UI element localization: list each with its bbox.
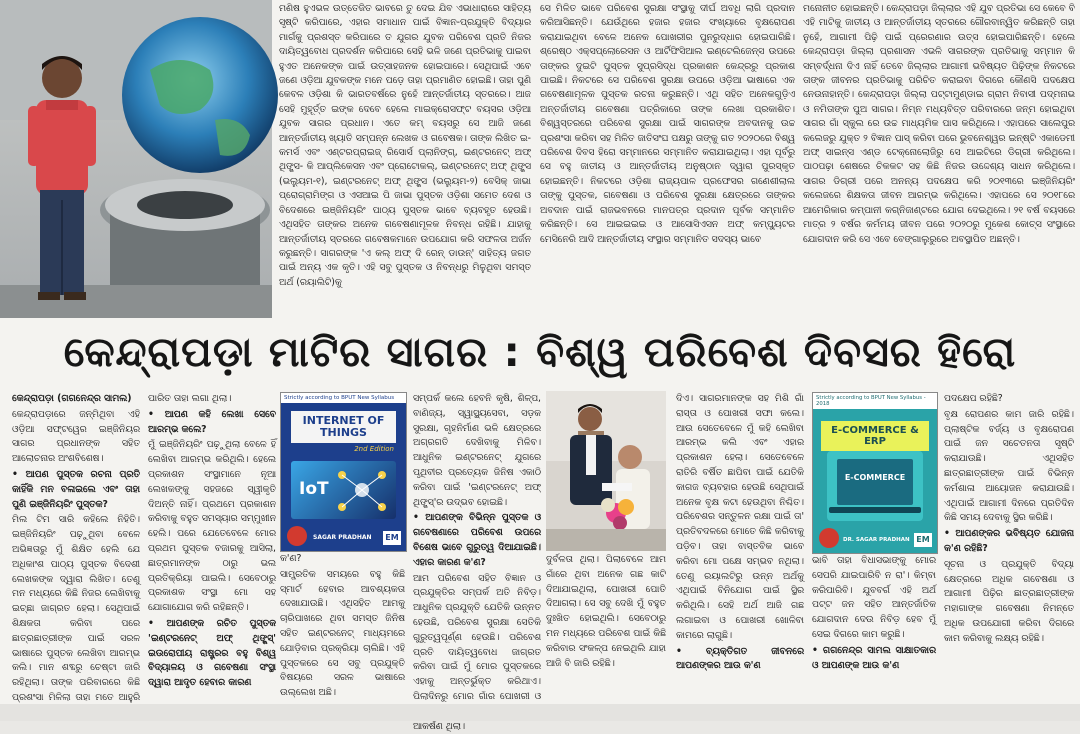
book-title: INTERNET OF THINGS bbox=[291, 411, 396, 443]
paragraph: ବୃକ୍ଷ ରୋପଣର କାମ ଜାରି ରହିଛି। ପ୍ଲାଷ୍ଟିକ ବର୍ଜ୍ୟ ଓ ବୃକ୍ଷରୋପଣ ପାଇଁ ଜନ ସଚେତନତା ସୃଷ୍ଟି କରାଯାଉଛି। ଏଥିସହିତ ଛାତ୍ରଛାତ୍ରୀଙ୍କ ପାଇଁ ବିଭିନ୍ନ କର୍ମଶାଳା ଆୟୋଜନ କରାଯାଉଛି। ଏଥିପାଇଁ ଆଗାମୀ ଦିନରେ ପ୍ରତିଦିନ କିଛି ସମୟ ଦେବାକୁ ସ୍ଥିର କରିଛି। bbox=[944, 408, 1074, 524]
paragraph: ପଦକ୍ଷେପ ରହିଛି? bbox=[944, 393, 1003, 404]
byline: କେନ୍ଦ୍ରାପଡ଼ା (ଗଗନେନ୍ଦ୍ର ସାମଲ) bbox=[12, 393, 132, 404]
illustration-caption: E-COMMERCE bbox=[844, 473, 906, 482]
book-cover-internet-of-things bbox=[280, 392, 407, 552]
award-photo bbox=[546, 391, 666, 551]
paragraph: ମୁଁ ଇଞ୍ଜିନିୟରିଂ ପଢ଼ୁଥିଲା ବେଳେ ହିଁ ଲେଖିବା ଆରମ୍ଭ କରିଥିଲି। ହେଲେ ପ୍ରକାଶନ ସଂସ୍ଥାମାନେ ନୂଆ ଲେଖକଙ୍କୁ ସହଜରେ ସ୍ୱୀକୃତି ଦିଅନ୍ତି ନାହିଁ। ପ୍ରଥମେ ପ୍ରକାଶନ କରିବାକୁ ବହୁତ ସମସ୍ୟାର ସମ୍ମୁଖୀନ ହେଲି। ପରେ ଯେତେବେଳେ ମୋର ପ୍ରଥମ ପୁସ୍ତକ ବଜାରକୁ ଆସିଲା, ଛାତ୍ରମାନଙ୍କ ଠାରୁ ଭଲ ପ୍ରତିକ୍ରିୟା ପାଇଲି। ସେବେଠାରୁ ପ୍ରକାଶକ ସଂସ୍ଥା ମୋ ସହ ଯୋଗାଯୋଗ କରି ରହିଛନ୍ତି। bbox=[148, 439, 276, 614]
article-column-5 bbox=[546, 553, 666, 704]
publisher-seal-icon bbox=[287, 526, 307, 546]
paragraph: କ'ଣ? bbox=[280, 553, 302, 564]
paragraph: ପାରିତ ତାହା ଲଗା ଥିଲା। bbox=[148, 393, 232, 404]
article-column-2 bbox=[148, 392, 276, 704]
book-publisher-note: Strictly according to BPUT New Syllabus bbox=[281, 393, 406, 403]
top-column-1 bbox=[279, 2, 531, 316]
laptop-icon bbox=[837, 459, 913, 505]
publisher-logo: EM bbox=[383, 531, 401, 545]
top-column-text: ମଣିଷ ହୁଏଭଳ ଉତ୍ତେଜିତ ଭାବରେ ତୁ ଦେଇ ଯିବ ଏଭାଧାରାରେ ସାହିତ୍ୟ ସୃଷ୍ଟି କରିପାରେ, ଏହାର ସମାଧାନ ପାଇଁ ବିଜ୍ଞାନ-ପ୍ରଯୁକ୍ତି ବିଦ୍ୟାର ମାର୍ଗକୁ ପ୍ରଶସ୍ତ କରିପାରେ ତ ଯୁଗର ଯୁବକ ପରିବେଶ ପ୍ରତି ନିଜର ଦାୟିତ୍ୱବୋଧ ପ୍ରଦର୍ଶନ କରିପାରେ ସେହି ଭଳି ଜଣେ ପ୍ରତିଭାକୁ ପାଇବା ହୁଏତ ଅନେକଙ୍କ ପାଇଁ ଉତ୍ସାହଜନକ ହୋଇପାରେ। ସେଥିପାଇଁ ଏବେ ଜଣେ ଓଡ଼ିଆ ଯୁବକଙ୍କ ମନେ ପଡ଼େ ତାହା ପ୍ରମାଣିତ ହୋଇଛି। ତାହା ପୁଣି କେବଳ ଓଡ଼ିଶା କି ଭାରତବର୍ଷରେ ନୁହେଁ ଆନ୍ତର୍ଜାତୀୟ ସ୍ତରରେ। ଆଜ ସେହି ମୁହୂର୍ତ୍ତ ଇଙ୍କ ଦେବେ ହେଲେ ମାଇକ୍ରୋସଫ୍ଟ ବୟସର ଓଡ଼ିଆ ଯୁବକ ସାଗର ପ୍ରଧାନ। ଏତେ କମ୍ ବୟସରୁ ସେ ଆଜି ଜଣେ ଆନ୍ତର୍ଜାତୀୟ ଖ୍ୟାତି ସମ୍ପନ୍ନ ଲେଖକ ଓ ଗବେଷକ। ତାଙ୍କ ଲିଖିତ ଇ-କମର୍ସ ଏବଂ ଏଣ୍ଟରପ୍ରାଇଜ୍ ରିସୋର୍ସ ପ୍ଲାନିଙ୍ଗ୍, ଇଣ୍ଟରନେଟ୍ ଅଫ୍ ଥିଙ୍ଗ୍ସ- କି ଆପ୍ଲିକେସନ ଏବଂ ପ୍ରୋଟୋକଲ୍, ଇଣ୍ଟରନେଟ୍ ଅଫ୍ ଥିଙ୍ଗ୍ସ (ଭଲ୍ୟୁମ-୧), ଇଣ୍ଟରନେଟ୍ ଅଫ୍ ଥିଙ୍ଗ୍ସ (ଭଲ୍ୟୁମ-୨) ବେସିକ୍ ଜାଭା ପ୍ରୋଗ୍ରାମିଙ୍ଗ ଓ ଏସଆଇ ପି ଜାଭା ପୁସ୍ତକ ଓଡ଼ିଶା ସମେତ ଦେଶ ଓ ବିଦେଶରେ ଇଞ୍ଜିନିୟରିଂ ପାଠ୍ୟ ପୁସ୍ତକ ଭାବେ ବ୍ୟବହୃତ ହେଉଛି। ଏଥିସହିତ ତାଙ୍କର ଅନେକ ଗବେଷଣାମୂଳକ ନିବନ୍ଧ ରହିଛି। ଯାହାକୁ ଆନ୍ତର୍ଜାତୀୟ ସ୍ତରରେ ଗବେଷକମାନେ ଉପଯୋଗ କରି ସଫଳତା ଅର୍ଜନ କରୁଛନ୍ତି। ସାଗରଙ୍କ 'ଏ କଲ୍ ଅଫ୍ ଦି ରେନ୍ ଡାଉନ୍' ସାହିତ୍ୟ ଜଗତ ପାଇଁ ଅନ୍ୟ ଏକ କୃତି। ଏହି ସବୁ ପୁସ୍ତକ ଓ ନିବନ୍ଧରୁ ମିଳୁଥିବା ସମସ୍ତ ଅର୍ଥ (ରୟାଲିଟି)କୁ bbox=[279, 3, 531, 288]
book-title: E-COMMERCE & ERP bbox=[821, 421, 929, 451]
article-column-3 bbox=[280, 552, 405, 704]
paragraph: ଦିଏ। ସାଗରମାନଙ୍କ ସହ ମିଶି ଗାଁ ରାସ୍ତା ଓ ପୋଖରୀ ସଫା କଲେ। ଆଉ ସେତେବେଳେ ମୁଁ କହି ଲେଖିବା ଆରମ୍ଭ କଲି ଏବଂ ଏହାର ପ୍ରକାଶନ ହେଲା। ସେତେବେଳେ ରାତିରି ବର୍ଷିତ ଛାପିବା ପାଇଁ ଯେତିକି କାଗଜ ବ୍ୟବହାର ହେଉଛି ସେଥିପାଇଁ ଅନେକ ବୃକ୍ଷ କଟା ହେଉଥିବା ନିଶ୍ଚିତ। ପରିବେଶର ସନ୍ତୁଳନ ରକ୍ଷା ପାଇଁ ତା' ପ୍ରତିବଦଳରେ ମୋତେ କିଛି କରିବାକୁ ପଡ଼ିବ। ତାହା ବାସ୍ତବିକ ଭାବେ କରିବା ମୋ ପକ୍ଷେ ସମ୍ଭବ ନଥିଲା। ତେଣୁ ରୟାଲଟିରୁ ଉନ୍ନ ଅର୍ଥକୁ ଏଥିପାଇଁ ବିନିଯୋଗ ପାଇଁ ସ୍ଥିର କରିଥିଲି। ସେହି ଅର୍ଥ ଆଜି ଗଛ ଲଗାଇବା ଓ ପୋଖରୀ ଖୋଳିବା କାମରେ ଲାଗୁଛି। bbox=[676, 393, 804, 641]
question: • ଗଗନେନ୍ଦ୍ର ସାମଲ ସାକ୍ଷାତକାର ଓ ଆପଣଙ୍କ ଆଉ କ'ଣ bbox=[812, 644, 936, 671]
top-column-2 bbox=[540, 2, 795, 316]
question: • ଆପଣ କହି ଲେଖା ସେବେ ଆରମ୍ଭ କଲେ? bbox=[148, 408, 276, 435]
publisher-logo: EM bbox=[914, 533, 932, 547]
book-author: SAGAR PRADHAN bbox=[313, 534, 372, 541]
award-photo-art bbox=[546, 391, 666, 551]
portrait-photo-art bbox=[0, 0, 272, 318]
paragraph: ଭାବି ତାହା ବିଧାସଭାଙ୍କୁ ମୋର ସେପରି ଯାଇପାରିବି ନ ରା'। କିମ୍ବା କରିପାରିବି। ଯୁବବର୍ଗ ଏହି ଅର୍ଥ ପଟ୍ଟ ଜନ ସହିତ ଆନ୍ତର୍ଜାତିକ ଯୋଗଦାନ ଦେଉ ନିବିଡ଼ ହେବ ମୁଁ ସେଇ ଦିଗରେ କାମ କରୁଛି। bbox=[812, 555, 936, 640]
network-icon bbox=[332, 465, 392, 515]
question: • ଆପଣ ପୁସ୍ତକ ରଚନା ପ୍ରତି କାହିଁକି ମନ ବଳାଇଲେ ଏବଂ ତାହା ପୁଣି ଇଞ୍ଜିନିୟରିଂ ପୁସ୍ତକ? bbox=[12, 468, 140, 510]
top-column-3 bbox=[803, 2, 1075, 316]
article-column-6 bbox=[676, 392, 804, 704]
paragraph: ସାମ୍ପ୍ରତିକ ସମୟରେ ବହୁ କିଛି ସ୍ମାର୍ଟ ହେବାର ଆବଶ୍ୟକତା ଦେଖାଯାଉଛି। ଏଥିସହିତ ଆମକୁ ଚାରିପାଖରେ ଥିବା ସମସ୍ତ ଜିନିଷ ସହିତ ଇଣ୍ଟରନେଟ୍ ମାଧ୍ୟମରେ ଯୋଡ଼ିବାର ପ୍ରକ୍ରିୟା ଚାଲିଛି। ଏହି ପୁସ୍ତକରେ ସେ ସବୁ ପ୍ରଯୁକ୍ତି ବିଷୟରେ ସରଳ ଭାଷାରେ ଉଲ୍ଲେଖ ଅଛି। bbox=[280, 568, 405, 699]
laptop-base bbox=[829, 507, 921, 513]
question: • ଆପଣଙ୍କ ବିଭିନ୍ନ ପୁସ୍ତକ ଓ ଗବେଷଣାରେ ପରିବେଶ ଉପରେ ବିଶେଷ ଭାବେ ଗୁରୁତ୍ୱ ଦିଆଯାଇଛି। ଏହାର କାରଣ କ'ଣ? bbox=[413, 512, 541, 568]
headline-banner bbox=[0, 318, 1080, 386]
page-bottom-margin bbox=[0, 704, 1080, 721]
article-column-4 bbox=[413, 392, 541, 732]
ecommerce-illustration bbox=[827, 451, 923, 521]
question: • ଆପଣଙ୍କର ଭବିଷ୍ୟତ ଯୋଜନା କ'ଣ ରହିଛି? bbox=[944, 528, 1074, 554]
question: • ଆପଣଙ୍କ ରଚିତ ପୁସ୍ତକ 'ଇଣ୍ଟରନେଟ୍ ଅଫ୍ ଥିଙ୍ଗ୍ସ୍' ଇଉରୋପୀୟ ରାଷ୍ଟ୍ରର ବହୁ ବିଶ୍ୱ ବିଦ୍ୟାଳୟ ଓ ଗବେଷଣା ସଂସ୍ଥା ଦ୍ୱାରା ଆଦୃତ ହେବାର କାରଣ bbox=[148, 617, 276, 689]
paragraph: ମିଲ ଟିମ ସାରି କହିଲେ ନିହିତି। ଇଞ୍ଜିନିୟରିଂ ପଢ଼ୁଥିବା ବେଳେ ଅଭିଜ୍ଞତାରୁ ମୁଁ ଶିକ୍ଷିତ ହେଲି ଯେ ଅଧିକାଂଶ ପାଠ୍ୟ ପୁସ୍ତକ ବିଦେଶୀ ଲେଖକଙ୍କ ଦ୍ୱାରା ଲିଖିତ। ତେଣୁ ମନ ମଧ୍ୟରେ କିଛି ନିଜର ଲେଖିବାକୁ ଇଚ୍ଛା ଜାଗ୍ରତ ହେଲା। ସେଥିପାଇଁ ଶିକ୍ଷକତା କରିବା ପରେ ଛାତ୍ରଛାତ୍ରୀଙ୍କ ପାଇଁ ସରଳ ଭାଷାରେ ପୁସ୍ତକ ଲେଖିବା ଆରମ୍ଭ କଲି। ମାନ ଶବ୍ଦରୁ ଚେଷ୍ଟା ଜାରି ରହିଥିଲା। ତାଙ୍କ ପରିବାରରେ କିଛି ପ୍ରଶଂସା ମିଳିଲା ତାହା ମତେ ଆହୁରି bbox=[12, 514, 140, 703]
book-publisher-note: Strictly according to BPUT New Syllabus - 2018 bbox=[813, 393, 937, 409]
article-column-7 bbox=[812, 554, 936, 704]
paragraph: ସୂଚନା ଓ ପ୍ରଯୁକ୍ତି ବିଦ୍ୟା କ୍ଷେତ୍ରରେ ଅଧିକ ଗବେଷଣା ଓ ଆଗାମୀ ପିଢ଼ିର ଛାତ୍ରଛାତ୍ରୀଙ୍କ ମହାଗାଙ୍କ ଗବେଷଣା ନିମନ୍ତେ ଅଧିକ ଉପଯୋଗୀ କରିବା ଦିଗରେ କାମ କରିବାକୁ ଲକ୍ଷ୍ୟ ରହିଛି। bbox=[944, 558, 1074, 644]
top-column-text: ମନୋନୀତ ହୋଇଛନ୍ତି। କେନ୍ଦ୍ରାପଡ଼ା ଜିଲ୍ଲାର ଏହି ଯୁବ ପ୍ରତିଭା ସେ କେବେ ବି ଏହି ମାଟିକୁ ଜାତୀୟ ଓ ଆନ୍ତର୍ଜାତୀୟ ସ୍ତରରେ ଗୌରବାନ୍ୱିତ କରିଛନ୍ତି ତାହା ନୁହେଁ, ଆଗାମୀ ପିଢ଼ି ପାଇଁ ପ୍ରେରଣାର ଉତ୍ସ ହୋଇପାରିଛନ୍ତି। ହେଲେ କେନ୍ଦ୍ରାପଡ଼ା ଜିଲ୍ଲା ପ୍ରଶାସନ ଏଭଳି ସାଗରଙ୍କ ପ୍ରତିଭାକୁ ସମ୍ମାନ କି ସମ୍ବର୍ଦ୍ଧନା ଦିଏ ନାହିଁ ତେବେ ଜିଲ୍ଲାର ଆଗାମୀ ଭବିଷ୍ୟତ ପିଢ଼ିଙ୍କ ନିକଟରେ ତାଙ୍କ ଜୀବନର ପ୍ରତିଭାକୁ ପରିଚିତ କରାଇବା ଦିଗରେ କୌଣସି ପଦକ୍ଷେପ ନେଉନାହାନ୍ତି। କେନ୍ଦ୍ରାପଡ଼ା ଜିଲ୍ଲା ପଟ୍ଟାମୁଣ୍ଡାଇ ଗ୍ରାମ ନିବାସୀ ପଦ୍ମନାଭ ଓ ନମିତାଙ୍କ ପୁଅ ସାଗର। ନିମ୍ନ ମଧ୍ୟବିତ୍ତ ପରିବାରରେ ଜନ୍ମ ହୋଇଥିବା ସାଗର ଗାଁ ସ୍କୁଲ ରେ ଉଚ୍ଚ ମାଧ୍ୟମିକ ପାସ କରିଥିଲେ। ଏହାପରେ ସାଲେପୁର କଲେଜରୁ ଯୁକ୍ତ ୨ ବିଜ୍ଞାନ ପାସ୍ କରିବା ପରେ ଭୁବନେଶ୍ୱର ଇନ୍ଷ୍ଟି ଏକାଡେମୀ ଅଫ୍ ସାଇନ୍ସ ଏଣ୍ଡ ଟେକ୍ନୋଲୋଜିରୁ ସେ ଆଇଟିରେ ଡିଗ୍ରୀ କରିଥିଲେ। ପାଠପଢ଼ା ଶେଷରେ ଚିକକଟ ସହ କିଛି ନିଜର ଉଦ୍ଦେଶ୍ୟ ସାଧନ କରିଥିଲେ। ସାଗର ଡିଗ୍ରୀ ପରେ ଅନନ୍ୟ ପଦକ୍ଷେପ କରି ୨୦୧୩ରେ ଇଞ୍ଜିନିୟରିଂ କଲେଜରେ ଶିକ୍ଷକତା ଜୀବନ ଆରମ୍ଭ କରିଥିଲେ। ଏହାପରେ ସେ ୨୦୧୮ରେ ଆମେରିକାର କମ୍ପାନୀ କଗ୍ନିଜାଣ୍ଟରେ ଯୋଗ ଦେଇଥିଲେ। ୨୧ ବର୍ଷ ବୟସରେ ମାତ୍ର ୨ ବର୍ଷର କର୍ମମୟ ଜୀବନ ପରେ ୨୦୨୦ରୁ ମୁକେଶ କୋଚ୍ସ ସଂସ୍ଥାରେ ଯୋଗଦାନ କରି ସେ ଏବେ ବେଙ୍ଗାଲୁରୁରେ ଅବସ୍ଥାପିତ ଅଛନ୍ତି। bbox=[803, 3, 1075, 245]
portrait-photo-globe bbox=[0, 0, 272, 318]
iot-badge: IoT bbox=[299, 479, 329, 499]
question: • ବ୍ୟକ୍ତିଗତ ଜୀବନରେ ଆପଣଙ୍କର ଆଉ କ'ଣ bbox=[676, 645, 804, 672]
top-column-text: ସେ ମିଳିତ ଭାବେ ପରିବେଶ ସୁରକ୍ଷା ସଂସ୍ଥାକୁ ଦୀର୍ଘ ଅବଧି ଲାଗି ପ୍ରଦାନ କରିଆସିଛନ୍ତି। ଯେଉଁଥିରେ ହଜାର ହଜାର ସଂଖ୍ୟାରେ ବୃକ୍ଷରୋପଣ କରାଯାଇଥିବା ବେଳେ ଅନେକ ପୋଖରୀର ପୁନରୁଦ୍ଧାର ହୋଇପାରିଛି। ଶ୍ରେଷ୍ଠ ଏକ୍ସପ୍ଲୋରେସନ ଓ ଆର୍ଟିଫିସିଆଲ ଇଣ୍ଟେଲିଜେନ୍ସ ଉପରେ ତାଙ୍କର ଦୁଇଟି ପୁସ୍ତକ ସୁପ୍ରସିଦ୍ଧ ପ୍ରକାଶନ କେନ୍ଦ୍ରରୁ ପ୍ରକାଶ ପାଇଛି। ନିକଟରେ ସେ ପରିବେଶ ସୁରକ୍ଷା ଉପରେ ଓଡ଼ିଆ ଭାଷାରେ ଏକ ଗବେଷଣାମୂଳକ ପୁସ୍ତକ ରଚନା କରୁଛନ୍ତି। ଏଥି ସହିତ ଅନେକଗୁଡ଼ିଏ ଅନ୍ତର୍ଜାତୀୟ ଗବେଷଣା ପତ୍ରିକାରେ ତାଙ୍କ ଲେଖା ପ୍ରକାଶିତ। ବିଶ୍ୱସ୍ତରରେ ପରିବେଶ ସୁରକ୍ଷା ପାଇଁ ସାଗରଙ୍କ ଅବଦାନକୁ ଉଚ୍ଚ ପ୍ରଶଂସା କରିବା ସହ ମିଳିତ ଜାତିସଂଘ ପକ୍ଷରୁ ତାଙ୍କୁ ଗତ ୨୦୨୦ରେ ବିଶ୍ୱ ପରିବେଶ ଦିବସ ହିରୋ ସମ୍ମାନରେ ସମ୍ମାନିତ କରାଯାଇଥିଲା। ଏହା ପୂର୍ବରୁ ସେ ବହୁ ଜାତୀୟ ଓ ଆନ୍ତର୍ଜାତୀୟ ଅନୁଷ୍ଠାନ ଦ୍ୱାରା ପୁରସ୍କୃତ ହୋଇଛନ୍ତି। ନିକଟରେ ଓଡ଼ିଶା ରାଜ୍ୟପାଳ ପ୍ରଫେସର ଗଣେଶୀଲାଲ ତାଙ୍କୁ ପୁସ୍ତକ, ଗବେଷଣା ଓ ପରିବେଶ ସୁରକ୍ଷା କ୍ଷେତ୍ରରେ ତାଙ୍କର ଅବଦାନ ପାଇଁ ରାଜଭବନରେ ମାନପତ୍ର ପ୍ରଦାନ ପୂର୍ବକ ସମ୍ମାନିତ କରିଛନ୍ତି। ସେ ଆଇଇଇଇ ଓ ଆସୋସିଏସନ ଅଫ୍ କମ୍ପ୍ୟୁଟର ମେସିନେରି ଆଦି ଆନ୍ତର୍ଜାତୀୟ ସଂସ୍ଥାର ସମ୍ମାନିତ ସଦସ୍ୟ ଭାବେ bbox=[540, 3, 796, 245]
iot-illustration bbox=[291, 461, 396, 519]
headline: କେନ୍ଦ୍ରାପଡ଼ା ମାଟିର ସାଗର : ବିଶ୍ୱ ପରିବେଶ ଦିବସର ହିରୋ bbox=[63, 327, 1017, 376]
article-column-1 bbox=[12, 392, 140, 704]
book-cover-ecommerce-erp bbox=[812, 392, 938, 554]
publisher-seal-icon bbox=[819, 528, 839, 548]
book-edition: 2nd Edition bbox=[354, 445, 394, 453]
paragraph: ଦୁର୍ବଳତା ଥିଲା। ପିଲାବେଳେ ଆମ ଗାଁରେ ଥିବା ଅନେକ ଗଛ କାଟି ଦିଆଯାଇଥିଲା, ପୋଖରୀ ପୋତି ଦିଆଗଲା। ସେ ସବୁ ଦେଖି ମୁଁ ବହୁତ ଦୁଃଖିତ ହୋଇଥିଲି। ସେବେଠାରୁ ମନ ମଧ୍ୟରେ ପରିବେଶ ପାଇଁ କିଛି କରିବାର ସଂକଳ୍ପ ନେଇଥିଲି ଯାହା ଆଜି ବି ଜାରି ରହିଛି। bbox=[546, 554, 666, 669]
paragraph: କେନ୍ଦ୍ରାପଡ଼ାରେ ଜନ୍ମିଥିବା ଏହି ଓଡ଼ିଆ ସଫ୍ଟୱେର ଇଞ୍ଜିନିୟର ସାଗର ପ୍ରଧାନଙ୍କ ସହିତ ଆଲୋଚନାର ଅଂଶବିଶେଷ। bbox=[12, 408, 140, 465]
article-column-8 bbox=[944, 392, 1074, 704]
book-author: DR. SAGAR PRADHAN bbox=[843, 537, 910, 543]
paragraph: ଆମ ପରିବେଶ ସହିତ ବିଜ୍ଞାନ ଓ ପ୍ରଯୁକ୍ତିର ସମ୍ପର୍କ ଅତି ନିବିଡ଼। ଆଧୁନିକ ପ୍ରଯୁକ୍ତି ଯେତିକି ଉନ୍ନତ ହେଉଛି, ପରିବେଶ ସୁରକ୍ଷା ସେତିକି ଗୁରୁତ୍ୱପୂର୍ଣ୍ଣ ହେଉଛି। ପରିବେଶ ପ୍ରତି ଦାୟିତ୍ୱବୋଧ ଜାଗ୍ରତ କରିବା ପାଇଁ ମୁଁ ମୋର ପୁସ୍ତକରେ ଏହାକୁ ଅନ୍ତର୍ଭୁକ୍ତ କରିଥାଏ। ପିଲାଦିନରୁ ମୋର ଗାଁର ପୋଖରୀ ଓ ଆକର୍ଷଣ ଥିଲା। bbox=[413, 572, 541, 732]
paragraph: ସମ୍ପର୍କ କଲେ ହେବନି କୃଷି, ଶିଳ୍ପ, ବାଣିଜ୍ୟ, ସ୍ୱାସ୍ଥ୍ୟସେବା, ସଡ଼କ ସୁରକ୍ଷା, ଗୃହନିର୍ମାଣ ଭଳି କ୍ଷେତ୍ରରେ ଅଗ୍ରଗତି ଦେଖିବାକୁ ମିଳିବ। ଆଧୁନିକ ଇଣ୍ଟରନେଟ୍ ଯୁଗରେ ପୃଥିବୀର ପ୍ରତ୍ୟେକ ଜିନିଷ ଏକାଠି କରିବା ପାଇଁ 'ଇଣ୍ଟରନେଟ୍ ଅଫ୍ ଥିଙ୍ଗ୍ସ୍'ର ଉଦ୍ଭବ ହୋଇଛି। bbox=[413, 393, 541, 508]
